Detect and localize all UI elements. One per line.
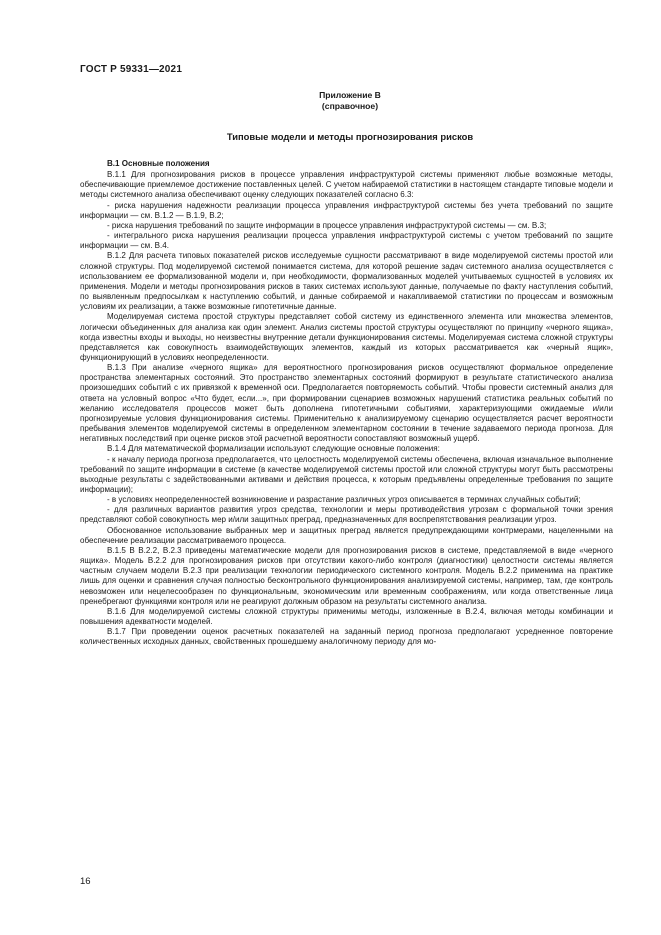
appendix-title: Типовые модели и методы прогнозирования рисков bbox=[226, 131, 474, 142]
paragraph: В.1.1 Для прогнозирования рисков в процессе управления инфраструктурой системы применяют любые возможные методы, обеспечивающие приемлемое достижение поставленных целей. С учетом набираемой статистики в настоящем стандарте типовые модели и методы системного анализа обеспечивают оценку следующих показателей согласно 6.3: bbox=[80, 170, 613, 200]
paragraph: В.1.3 При анализе «черного ящика» для вероятностного прогнозирования рисков осуществляют формальное определение пространства элементарных состояний. Это пространство элементарных состояний формируют в результате статистического анализа произошедших событий с их привязкой к временной оси. Предполагается повторяемость событий. Чтобы провести системный анализ для ответа на условный вопрос «Что будет, если...», при формировании сценариев возможных нарушений статистика реальных событий по желанию исследователя процессов может быть дополнена гипотетичными событиями, характеризующими ожидаемые и/или прогнозируемые условия функционирования системы. Применительно к анализируемому сценарию осуществляется расчет вероятности пребывания элементов моделируемой системы в определенном элементарном состоянии в течение задаваемого периода прогноза. Для негативных последствий при оценке рисков этой расчетной вероятности сопоставляют возможный ущерб. bbox=[80, 363, 613, 444]
document-header: ГОСТ Р 59331—2021 bbox=[80, 64, 183, 75]
body-text bbox=[80, 159, 613, 648]
paragraph: В.1.4 Для математической формализации используют следующие основные положения: bbox=[107, 444, 440, 454]
appendix-note: (справочное) bbox=[321, 100, 379, 111]
page-number: 16 bbox=[80, 876, 91, 887]
paragraph: В.1.6 Для моделируемой системы сложной структуры применимы методы, изложенные в В.2.4, включая методы комбинации и повышения адекватности моделей. bbox=[80, 606, 613, 627]
paragraph: В.1.5 В В.2.2, В.2.3 приведены математические модели для прогнозирования рисков в системе, представляемой в виде «черного ящика». Модель В.2.2 для прогнозирования рисков при отсутствии какого-либо контроля (диагностики) целостности системы является частным случаем модели В.2.3 при реализации технологии периодического системного контроля. Модель В.2.2 применима на практике лишь для оценки и сравнения случая полностью бесконтрольного функционирования анализируемой системы, например, там, где контроль невозможен или нецелесообразен по функциональным, экономическим или временным соображениям, или когда ответственные лица пренебрегают функциями контроля или не реагируют должным образом на результаты системного анализа. bbox=[80, 545, 613, 606]
paragraph: В.1.2 Для расчета типовых показателей рисков исследуемые сущности рассматривают в виде моделируемой системы простой или сложной структуры. Под моделируемой системой понимается система, для которой решение задач системного анализа осуществляется с использованием ее формализованной модели и, при необходимости, формализованных моделей учитываемых сущностей в условиях их применения. Модели и методы прогнозирования рисков в таких системах используют данные, получаемые по факту наступления событий, по выявленным предпосылкам к наступлению событий, и данные собираемой и накапливаемой статистики по процессам и возможным условиям их реализации, а также возможные гипотетичные данные. bbox=[80, 251, 613, 312]
section-heading: В.1 Основные положения bbox=[107, 159, 210, 168]
appendix-heading bbox=[80, 90, 620, 112]
list-item: - в условиях неопределенностей возникновение и разрастание различных угроз описывается в терминах случайных событий; bbox=[107, 495, 581, 505]
paragraph: Моделируемая система простой структуры представляет собой систему из единственного элемента или множества элементов, логически объединенных для анализа как один элемент. Анализ системы простой структуры осуществляют по принципу «черного ящика», когда известны входы и выходы, но неизвестны внутренние детали функционирования системы. Моделируемая система сложной структуры представляется как совокупность взаимодействующих элементов, каждый из которых рассматривается как «черный ящик», функционирующий в условиях неопределенности. bbox=[80, 312, 613, 362]
paragraph: Обоснованное использование выбранных мер и защитных преград является предупреждающими контрмерами, нацеленными на обеспечение реализации рассматриваемого процесса. bbox=[80, 525, 613, 545]
list-item: - интегрального риска нарушения реализации процесса управления инфраструктурой системы с учетом требований по защите информации — см. В.4. bbox=[80, 231, 613, 251]
list-item: - для различных вариантов развития угроз средства, технологии и меры противодействия угрозам с формальной точки зрения представляют собой совокупность мер и/или защитных преград, предназначенных для воспрепятствования реализации угроз. bbox=[80, 505, 613, 525]
list-item: - риска нарушения надежности реализации процесса управления инфраструктурой системы без учета требований по защите информации — см. В.1.2 — В.1.9, В.2; bbox=[80, 200, 613, 220]
list-item: - риска нарушения требований по защите информации в процессе управления инфраструктурой системы — см. В.3; bbox=[107, 220, 547, 230]
appendix-label: Приложение В bbox=[319, 90, 381, 100]
paragraph: В.1.7 При проведении оценок расчетных показателей на заданный период прогноза предполагают усредненное повторение количественных исходных данных, свойственных прошедшему аналогичному периоду для мо- bbox=[80, 627, 613, 647]
list-item: - к началу периода прогноза предполагается, что целостность моделируемой системы обеспечена, включая изначальное выполнение требований по защите информации в системе (в качестве моделируемой системы простой или сложной структуры могут быть рассмотрены выходные результаты с задействованными активами и действия процесса, к которым предъявлены определенные требования по защите информации); bbox=[80, 454, 613, 494]
